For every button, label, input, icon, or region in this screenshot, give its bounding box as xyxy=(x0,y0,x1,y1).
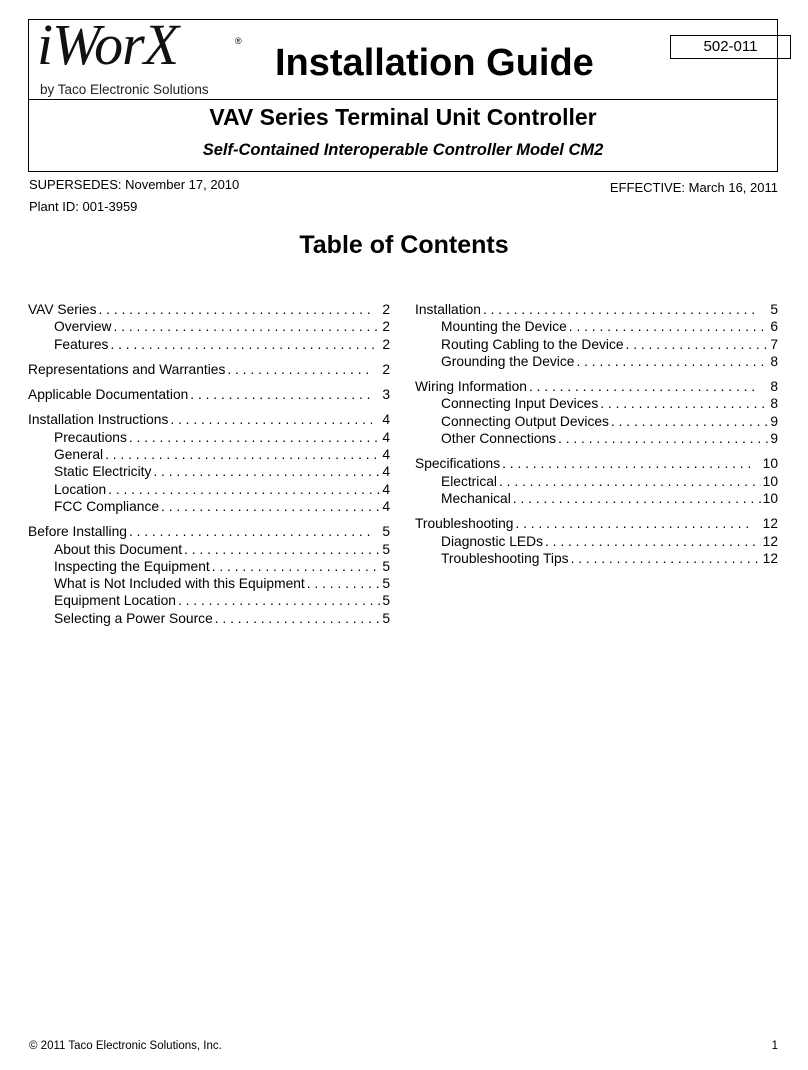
supersedes-date: SUPERSEDES: November 17, 2010 xyxy=(29,177,240,192)
toc-entry-title: Diagnostic LEDs xyxy=(441,533,543,549)
toc-dot-leader xyxy=(129,430,380,445)
toc-page-number: 2 xyxy=(382,336,390,352)
header-divider xyxy=(29,99,777,100)
toc-page-number: 4 xyxy=(382,447,390,463)
footer-page-number: 1 xyxy=(771,1040,778,1052)
toc-section xyxy=(28,524,390,628)
header-box xyxy=(28,12,778,172)
toc-page-number: 10 xyxy=(762,473,778,489)
toc-subentry[interactable] xyxy=(415,534,778,551)
toc-entry-title: Other Connections xyxy=(441,431,557,447)
toc-entry-title: Grounding the Device xyxy=(441,353,575,369)
toc-subentry[interactable] xyxy=(415,474,778,491)
toc-page-number: 2 xyxy=(382,319,390,335)
toc-section xyxy=(28,412,390,516)
toc-subentry[interactable] xyxy=(28,611,390,628)
toc-subentry[interactable] xyxy=(28,499,390,516)
toc-dot-leader xyxy=(190,387,372,402)
toc-entry[interactable] xyxy=(415,379,778,396)
toc-subentry[interactable] xyxy=(415,354,778,371)
toc-entry[interactable] xyxy=(28,302,390,319)
toc-dot-leader xyxy=(170,412,372,427)
toc-page-number: 4 xyxy=(382,481,390,497)
toc-page-number: 4 xyxy=(382,498,390,514)
toc-subentry[interactable] xyxy=(415,551,778,568)
toc-entry-title: About this Document xyxy=(54,541,183,557)
toc-page-number: 9 xyxy=(770,413,778,429)
toc-dot-leader xyxy=(153,464,380,479)
toc-entry-title: Features xyxy=(54,336,109,352)
toc-entry-title: Overview xyxy=(54,319,112,335)
toc-entry-title: General xyxy=(54,447,104,463)
toc-right-column xyxy=(415,302,778,576)
toc-dot-leader xyxy=(215,611,381,626)
toc-entry-title: Static Electricity xyxy=(54,464,152,480)
toc-page-number: 5 xyxy=(382,576,390,592)
toc-dot-leader xyxy=(529,379,760,394)
toc-subentry[interactable] xyxy=(28,482,390,499)
toc-subentry[interactable] xyxy=(415,431,778,448)
product-subtitle: Self-Contained Interoperable Controller Model CM2 xyxy=(202,141,604,159)
toc-entry[interactable] xyxy=(415,456,778,473)
toc-subentry[interactable] xyxy=(28,319,390,336)
footer-copyright: © 2011 Taco Electronic Solutions, Inc. xyxy=(29,1040,222,1052)
toc-entry-title: Specifications xyxy=(415,456,501,472)
toc-page-number: 8 xyxy=(770,379,778,395)
toc-entry-title: Precautions xyxy=(54,429,127,445)
document-number: 502-011 xyxy=(670,35,791,59)
toc-entry-title: What is Not Included with this Equipment xyxy=(54,576,305,592)
toc-subentry[interactable] xyxy=(28,576,390,593)
toc-page-number: 12 xyxy=(762,550,778,566)
document-title: Installation Guide xyxy=(275,42,594,84)
toc-dot-leader xyxy=(105,447,380,462)
toc-section xyxy=(415,379,778,448)
toc-page-number: 10 xyxy=(762,490,778,506)
toc-entry-title: Connecting Input Devices xyxy=(441,396,599,412)
toc-entry-title: Representations and Warranties xyxy=(28,361,226,377)
toc-section xyxy=(28,302,390,354)
toc-entry-title: Troubleshooting xyxy=(415,516,514,532)
toc-subentry[interactable] xyxy=(28,430,390,447)
toc-entry-title: Mounting the Device xyxy=(441,319,567,335)
toc-entry-title: Equipment Location xyxy=(54,593,176,609)
toc-dot-leader xyxy=(129,524,372,539)
toc-entry-title: Applicable Documentation xyxy=(28,387,189,403)
toc-page-number: 3 xyxy=(382,387,390,403)
toc-subentry[interactable] xyxy=(415,337,778,354)
toc-dot-leader xyxy=(184,542,380,557)
toc-page-number: 5 xyxy=(382,558,390,574)
toc-entry[interactable] xyxy=(28,362,390,379)
toc-entry-title: FCC Compliance xyxy=(54,498,160,514)
toc-section xyxy=(28,387,390,404)
toc-section xyxy=(28,362,390,379)
toc-subentry[interactable] xyxy=(28,447,390,464)
toc-page-number: 10 xyxy=(762,456,778,472)
effective-date: EFFECTIVE: March 16, 2011 xyxy=(609,180,778,195)
toc-dot-leader xyxy=(307,576,381,591)
toc-section xyxy=(415,302,778,371)
toc-page-number: 8 xyxy=(770,396,778,412)
toc-subentry[interactable] xyxy=(28,542,390,559)
toc-subentry[interactable] xyxy=(28,559,390,576)
toc-subentry[interactable] xyxy=(28,464,390,481)
toc-dot-leader xyxy=(212,559,381,574)
toc-entry[interactable] xyxy=(415,516,778,533)
toc-subentry[interactable] xyxy=(415,414,778,431)
toc-dot-leader xyxy=(611,414,768,429)
toc-dot-leader xyxy=(114,319,381,334)
toc-dot-leader xyxy=(227,362,372,377)
toc-entry-title: Routing Cabling to the Device xyxy=(441,336,624,352)
toc-dot-leader xyxy=(576,354,768,369)
toc-dot-leader xyxy=(600,396,768,411)
product-title: VAV Series Terminal Unit Controller xyxy=(209,104,597,130)
toc-entry-title: Inspecting the Equipment xyxy=(54,558,210,574)
toc-page-number: 6 xyxy=(770,319,778,335)
toc-dot-leader xyxy=(558,431,768,446)
toc-entry[interactable] xyxy=(28,524,390,541)
toc-section xyxy=(415,456,778,508)
toc-entry-title: Before Installing xyxy=(28,524,127,540)
toc-entry-title: Wiring Information xyxy=(415,379,527,395)
toc-dot-leader xyxy=(513,491,761,506)
toc-entry-title: Mechanical xyxy=(441,490,511,506)
toc-dot-leader xyxy=(483,302,760,317)
toc-entry-title: Location xyxy=(54,481,107,497)
toc-page-number: 8 xyxy=(770,353,778,369)
toc-page-number: 4 xyxy=(382,464,390,480)
toc-entry-title: Connecting Output Devices xyxy=(441,413,609,429)
toc-dot-leader xyxy=(626,337,769,352)
toc-dot-leader xyxy=(110,337,380,352)
toc-subentry[interactable] xyxy=(415,396,778,413)
toc-dot-leader xyxy=(499,474,761,489)
toc-page-number: 5 xyxy=(770,302,778,317)
toc-page-number: 5 xyxy=(382,541,390,557)
toc-dot-leader xyxy=(545,534,761,549)
toc-page-number: 4 xyxy=(382,412,390,428)
toc-entry[interactable] xyxy=(28,387,390,404)
toc-entry-title: Selecting a Power Source xyxy=(54,610,213,626)
logo-registered-mark: ® xyxy=(235,36,242,46)
toc-title: Table of Contents xyxy=(299,231,509,259)
toc-subentry[interactable] xyxy=(28,593,390,610)
toc-subentry[interactable] xyxy=(415,491,778,508)
toc-subentry[interactable] xyxy=(28,337,390,354)
toc-page-number: 12 xyxy=(762,533,778,549)
toc-entry-title: Electrical xyxy=(441,473,497,489)
toc-dot-leader xyxy=(108,482,380,497)
logo-tagline: by Taco Electronic Solutions xyxy=(40,82,209,97)
toc-entry[interactable] xyxy=(28,412,390,429)
toc-dot-leader xyxy=(571,551,761,566)
toc-dot-leader xyxy=(161,499,380,514)
toc-page-number: 7 xyxy=(770,336,778,352)
toc-page-number: 5 xyxy=(382,593,390,609)
toc-dot-leader xyxy=(178,593,380,608)
iworx-logo xyxy=(37,12,257,97)
toc-page-number: 4 xyxy=(382,429,390,445)
logo-wordmark: iWorX xyxy=(37,12,179,77)
toc-entry-title: Installation xyxy=(415,302,481,317)
toc-left-column xyxy=(28,302,390,636)
toc-entry[interactable] xyxy=(415,302,778,319)
toc-entry-title: Installation Instructions xyxy=(28,412,169,428)
toc-dot-leader xyxy=(569,319,769,334)
toc-page-number: 5 xyxy=(382,524,390,540)
toc-entry-title: Troubleshooting Tips xyxy=(441,550,569,566)
toc-section xyxy=(415,516,778,568)
toc-dot-leader xyxy=(99,302,373,317)
toc-entry-title: VAV Series xyxy=(28,302,97,317)
toc-page-number: 2 xyxy=(382,302,390,317)
toc-page-number: 12 xyxy=(762,516,778,532)
toc-page-number: 9 xyxy=(770,431,778,447)
toc-subentry[interactable] xyxy=(415,319,778,336)
toc-dot-leader xyxy=(515,516,752,531)
toc-dot-leader xyxy=(502,456,753,471)
plant-id: Plant ID: 001-3959 xyxy=(29,199,138,214)
toc-page-number: 5 xyxy=(382,610,390,626)
toc-page-number: 2 xyxy=(382,361,390,377)
